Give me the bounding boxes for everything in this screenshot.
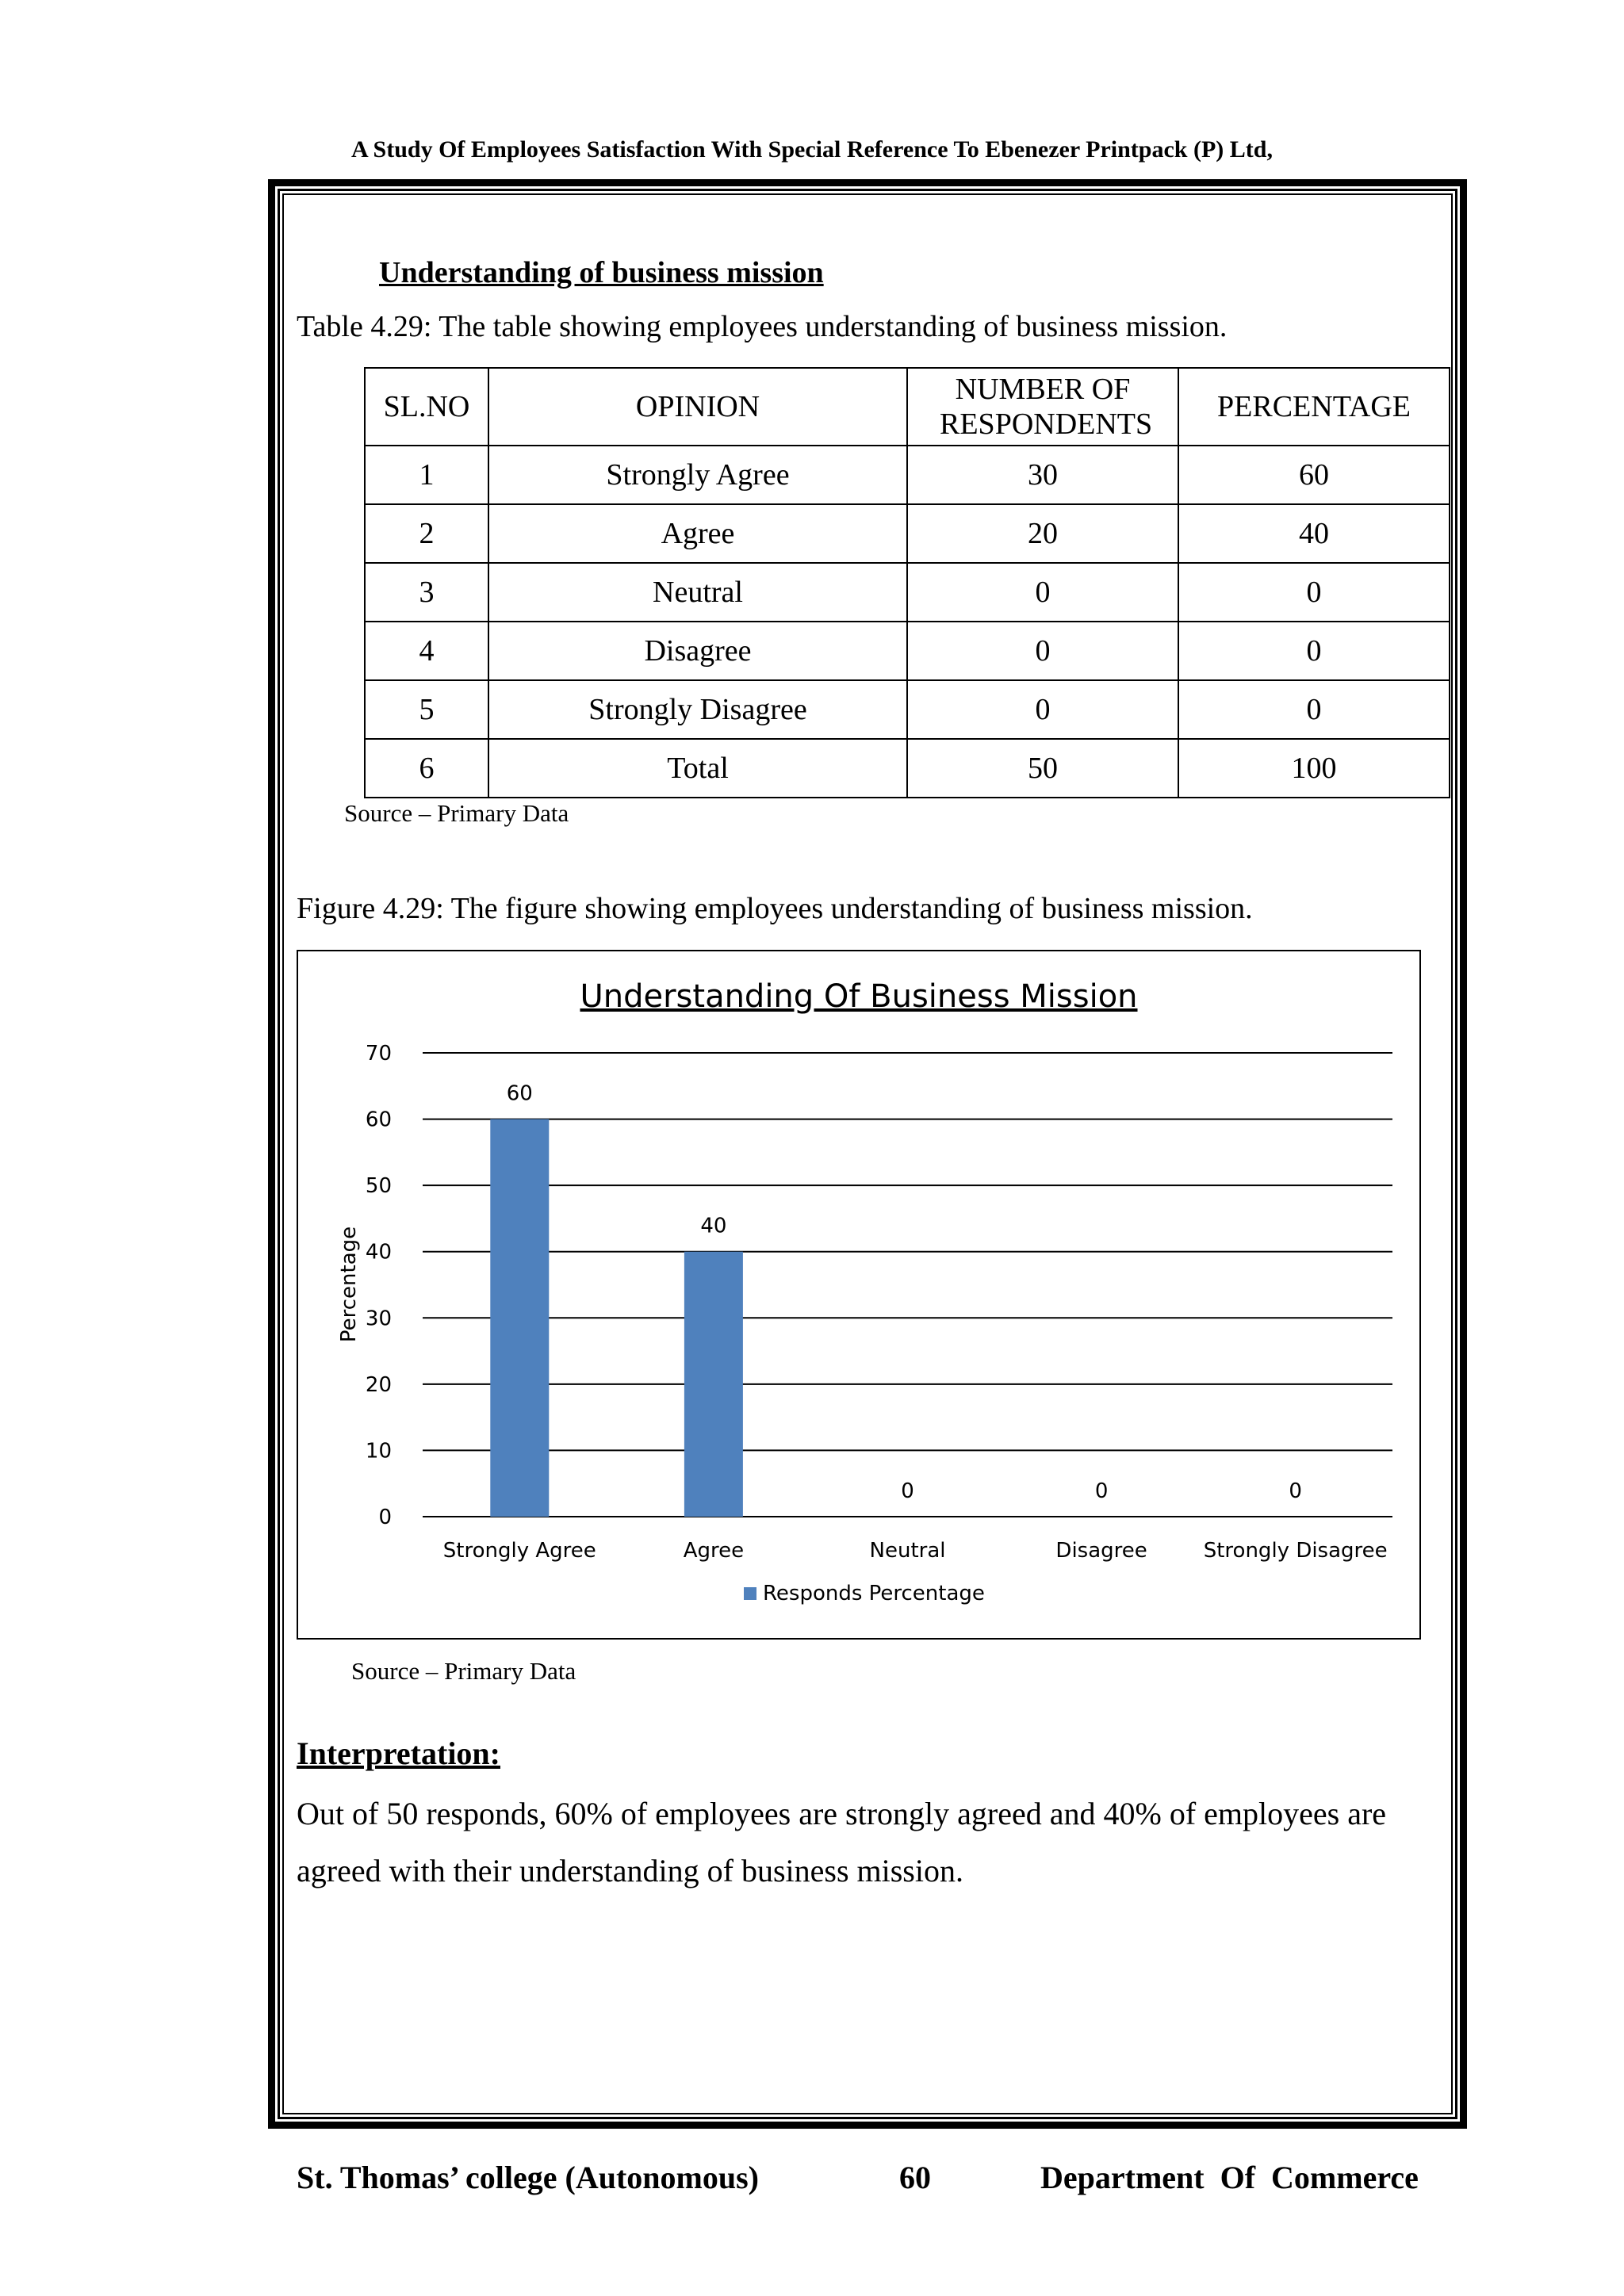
- data-label: 0: [1094, 1479, 1109, 1503]
- column-header-percentage: PERCENTAGE: [1178, 368, 1450, 446]
- y-tick-label: 20: [365, 1372, 392, 1397]
- section-title: Understanding of business mission: [379, 256, 824, 289]
- table-row: [365, 563, 1450, 622]
- cell-slno: 4: [365, 622, 488, 680]
- legend: [744, 1582, 985, 1605]
- cell-percentage: 60: [1178, 446, 1450, 504]
- cell-opinion: Strongly Disagree: [488, 680, 907, 739]
- cell-respondents: 0: [907, 563, 1178, 622]
- table-caption: Table 4.29: The table showing employees understanding of business mission.: [297, 310, 1228, 343]
- cell-percentage: 100: [1178, 739, 1450, 798]
- table-row: [365, 446, 1450, 504]
- data-label: 60: [506, 1081, 533, 1106]
- chart-container: [297, 950, 1421, 1640]
- interpretation-text: Out of 50 responds, 60% of employees are strongly agreed and 40% of employees are agreed with their understanding of business mission.: [297, 1796, 1387, 1888]
- data-table: [364, 367, 1450, 798]
- data-label: 0: [901, 1479, 914, 1503]
- cell-percentage: 0: [1178, 680, 1450, 739]
- running-header: A Study Of Employees Satisfaction With Special Reference To Ebenezer Printpack (P) Ltd,: [351, 136, 1273, 163]
- y-tick-label: 30: [365, 1307, 392, 1331]
- cell-opinion: Neutral: [488, 563, 907, 622]
- cell-slno: 6: [365, 739, 488, 798]
- y-tick-label: 40: [365, 1240, 392, 1265]
- bar: [490, 1119, 549, 1517]
- figure-caption: Figure 4.29: The figure showing employees understanding of business mission.: [297, 892, 1253, 925]
- bar: [684, 1252, 743, 1517]
- bar-chart: [298, 951, 1419, 1638]
- legend-swatch: [744, 1587, 756, 1600]
- cell-respondents: 0: [907, 680, 1178, 739]
- column-header-respondents: [907, 368, 1178, 446]
- cell-percentage: 0: [1178, 563, 1450, 622]
- legend-label: Responds Percentage: [763, 1582, 985, 1605]
- cell-percentage: 40: [1178, 504, 1450, 563]
- cell-respondents: 50: [907, 739, 1178, 798]
- figure-source: Source – Primary Data: [351, 1657, 576, 1685]
- interpretation-title: Interpretation:: [297, 1735, 500, 1771]
- x-tick-label: Strongly Disagree: [1203, 1539, 1388, 1563]
- cell-opinion: Disagree: [488, 622, 907, 680]
- cell-respondents: 20: [907, 504, 1178, 563]
- cell-slno: 5: [365, 680, 488, 739]
- y-axis-ticks: [366, 1042, 392, 1529]
- x-tick-label: Agree: [683, 1539, 745, 1563]
- y-tick-label: 70: [365, 1042, 392, 1066]
- cell-slno: 1: [365, 446, 488, 504]
- gridlines: [423, 1053, 1392, 1517]
- column-header-respondents-label: NUMBER OF RESPONDENTS: [940, 373, 1153, 441]
- column-header-slno: SL.NO: [365, 368, 488, 446]
- table-row: [365, 680, 1450, 739]
- y-tick-label: 10: [365, 1439, 392, 1464]
- footer-page-number: 60: [899, 2160, 931, 2195]
- cell-opinion: Agree: [488, 504, 907, 563]
- cell-slno: 3: [365, 563, 488, 622]
- table-row: [365, 504, 1450, 563]
- y-tick-label: 0: [378, 1506, 392, 1529]
- data-label: 0: [1289, 1479, 1302, 1503]
- table-source: Source – Primary Data: [344, 799, 569, 827]
- data-label: 40: [700, 1214, 727, 1238]
- y-tick-label: 60: [365, 1108, 392, 1132]
- bars: [490, 1082, 1302, 1517]
- column-header-opinion: OPINION: [488, 368, 907, 446]
- table-header-row: [365, 368, 1450, 446]
- y-axis-label: Percentage: [337, 1226, 361, 1343]
- table-row: [365, 739, 1450, 798]
- cell-opinion: Strongly Agree: [488, 446, 907, 504]
- x-tick-label: Neutral: [869, 1539, 946, 1563]
- cell-slno: 2: [365, 504, 488, 563]
- cell-respondents: 0: [907, 622, 1178, 680]
- x-axis-labels: [443, 1539, 1388, 1563]
- cell-percentage: 0: [1178, 622, 1450, 680]
- y-tick-label: 50: [365, 1174, 392, 1199]
- table-row: [365, 622, 1450, 680]
- cell-opinion: Total: [488, 739, 907, 798]
- footer-college: St. Thomas’ college (Autonomous): [297, 2160, 759, 2195]
- table-body: [365, 446, 1450, 798]
- x-tick-label: Disagree: [1055, 1539, 1147, 1563]
- cell-respondents: 30: [907, 446, 1178, 504]
- x-tick-label: Strongly Agree: [442, 1539, 596, 1563]
- footer-department: Department Of Commerce: [1040, 2160, 1419, 2195]
- chart-title: Understanding Of Business Mission: [580, 978, 1138, 1015]
